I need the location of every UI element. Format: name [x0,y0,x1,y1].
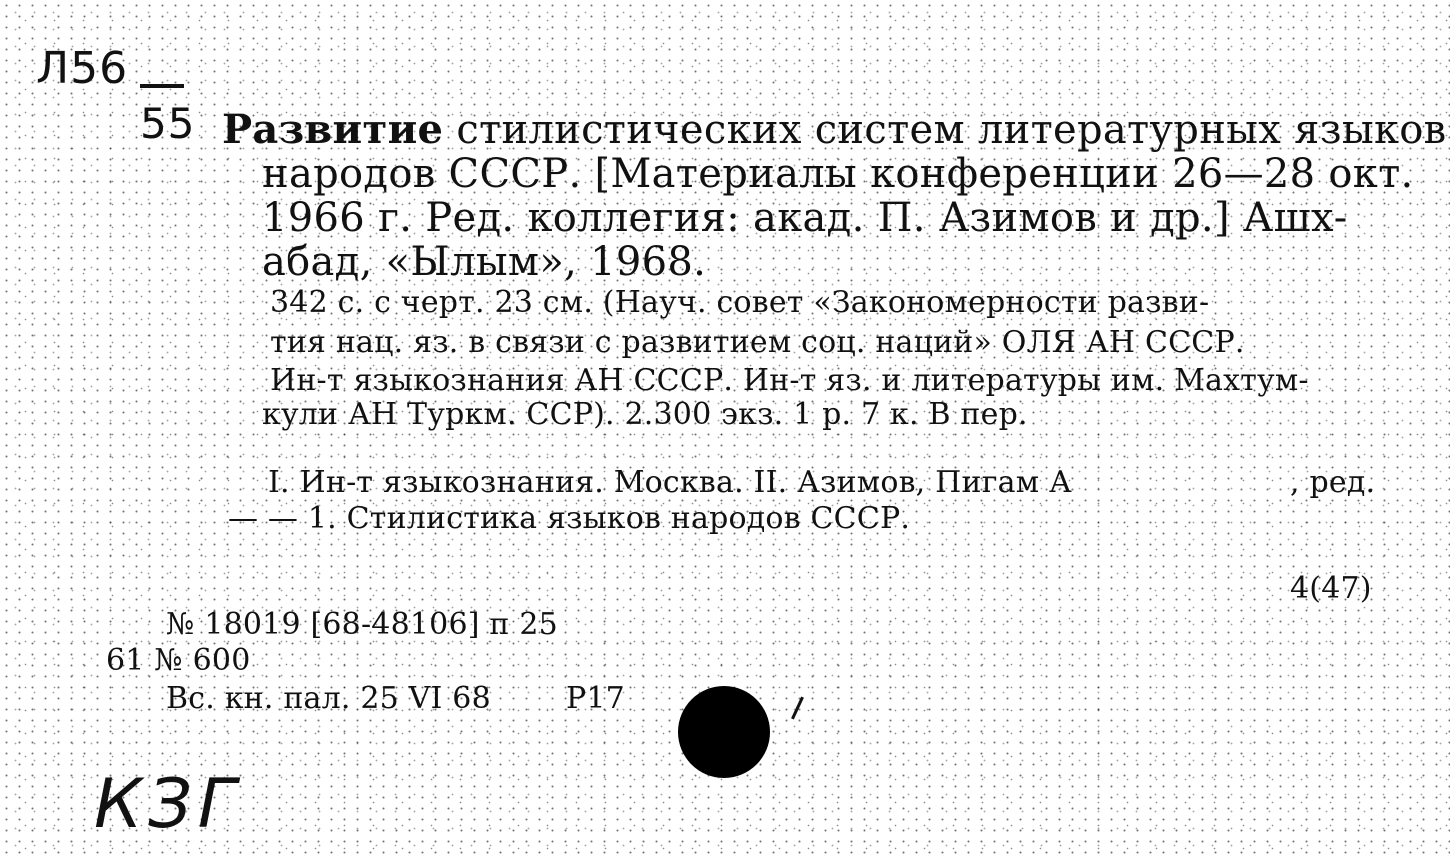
entry-line-3: 1966 г. Ред. коллегия: акад. П. Азимов и др.] Ашх- [262,195,1348,241]
call-number: Л56 [36,43,129,94]
punch-hole-tick [791,696,804,719]
entry-line-1-rest: стилистических систем литературных языков [456,107,1447,153]
call-number-underline [140,84,184,88]
record-line-1: № 18019 [68-48106] п 25 [166,607,558,642]
record-line-3: Вс. кн. пал. 25 VI 68 [166,681,491,716]
entry-line-1 [222,108,1446,152]
record-line-3-code: P17 [566,681,625,716]
entry-line-2: народов СССР. [Материалы конференции 26—28 окт. [262,151,1414,197]
title-word: Развитие [222,106,444,153]
code-right: 4(47) [1290,571,1372,606]
description-line-1: 342 с. с черт. 23 см. (Науч. совет «Закономерности разви- [270,285,1210,320]
tracing-line-1: I. Ин-т языкознания. Москва. II. Азимов, Пигам А [268,465,1072,500]
entry-line-4: абад, «Ылым», 1968. [262,239,707,285]
description-line-2: тия нац. яз. в связи с развитием соц. наций» ОЛЯ АН СССР. [270,325,1245,360]
description-line-3: Ин-т языкознания АН СССР. Ин-т яз. и литературы им. Махтум- [270,363,1309,398]
handwritten-code: КЗГ [94,765,242,844]
punch-hole [678,686,770,778]
description-line-4: кули АН Туркм. ССР). 2.300 экз. 1 р. 7 к. В пер. [262,397,1028,432]
classmark: 55 [140,99,196,148]
record-line-2: 61 № 600 [106,643,251,678]
tracing-line-2: — — 1. Стилистика языков народов СССР. [228,501,911,536]
tracing-line-1-suffix: , ред. [1290,465,1376,500]
